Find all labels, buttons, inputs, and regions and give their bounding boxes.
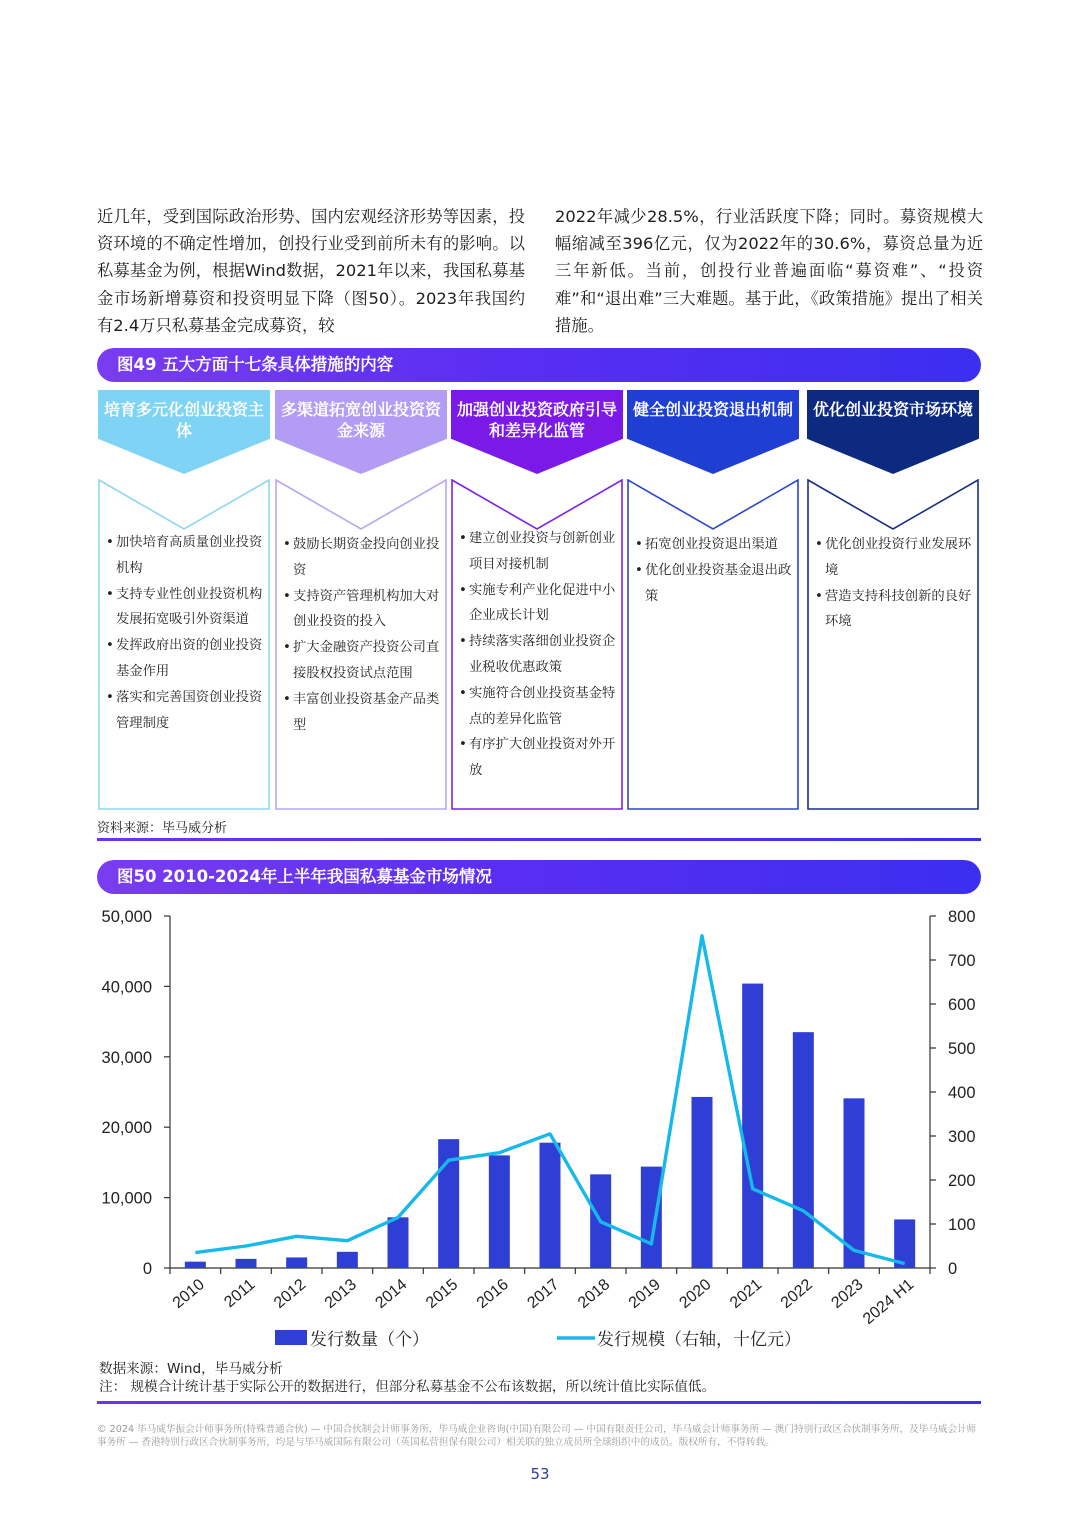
pillar-1 [98, 390, 270, 810]
divider [97, 838, 981, 841]
measure-item: • 持续落实落细创业投资企业税收优惠政策 [459, 629, 617, 681]
legend-bar-label: 发行数量（个） [310, 1330, 429, 1350]
left-tick-label: 10,000 [101, 1189, 152, 1208]
bar-2012 [286, 1257, 307, 1268]
right-tick-label: 700 [948, 952, 976, 970]
x-tick-label: 2016 [473, 1276, 512, 1312]
pillar-5 [807, 390, 979, 810]
private-fund-chart [0, 895, 1080, 1355]
measure-item: • 加快培育高质量创业投资机构 [106, 530, 264, 582]
right-tick-label: 200 [948, 1172, 976, 1190]
measure-item: • 鼓励长期资金投向创业投资 [283, 532, 441, 584]
intro-paragraph-left: 近几年，受到国际政治形势、国内宏观经济形势等因素，投资环境的不确定性增加，创投行业受到前所未有的影响。以私募基金为例，根据Wind数据，2021年以来，我国私募基金市场新增募资和投资明显下降（图50）。2023年我国约有2.4万只私募基金完成募资，较 [97, 207, 525, 335]
pillar-measures [459, 526, 617, 784]
right-tick-label: 800 [948, 908, 976, 926]
measure-item: • 支持专业性创业投资机构发展拓宽吸引外资渠道 [106, 582, 264, 634]
bar-2017 [540, 1143, 561, 1268]
figure50-title: 图50 2010-2024年上半年我国私募基金市场情况 [97, 860, 981, 894]
bar-2013 [337, 1252, 358, 1268]
measure-item: • 丰富创业投资基金产品类型 [283, 687, 441, 739]
page-number: 53 [530, 1465, 550, 1483]
pillar-measures [635, 532, 793, 609]
x-tick-label: 2011 [221, 1276, 259, 1312]
figure50-note: 注： 规模合计统计基于实际公开的数据进行，但部分私募基金不公布该数据，所以统计值比实际值低。 [99, 1379, 716, 1395]
figure50-source: 数据来源：Wind，毕马威分析 [99, 1361, 283, 1377]
x-tick-label: 2017 [524, 1276, 563, 1312]
left-tick-label: 30,000 [101, 1048, 152, 1067]
x-tick-label: 2022 [777, 1276, 816, 1312]
x-tick-label: 2013 [321, 1276, 360, 1312]
measure-item: • 优化创业投资行业发展环境 [815, 532, 973, 584]
measure-item: • 优化创业投资基金退出政策 [635, 558, 793, 610]
intro-paragraph-right: 2022年减少28.5%，行业活跃度下降；同时。募资规模大幅缩减至396亿元，仅为2022年的30.6%，募资总量为近三年新低。当前，创投行业普遍面临“募资难”、“投资难”和“退出难”三大难题。基于此，《政策措施》提出了相关措施。 [555, 207, 983, 335]
bar-2020 [692, 1097, 713, 1268]
pillar-title: 加强创业投资政府引导和差异化监管 [456, 400, 617, 440]
x-tick-label: 2015 [423, 1276, 462, 1312]
legend-line-label: 发行规模（右轴，十亿元） [597, 1330, 801, 1350]
pillar-box [807, 479, 979, 810]
pillar-box [627, 479, 799, 810]
left-tick-label: 0 [142, 1260, 152, 1278]
right-tick-label: 600 [948, 996, 976, 1014]
pillar-4 [627, 390, 799, 810]
copyright-footer: © 2024 毕马威华振会计师事务所(特殊普通合伙) — 中国合伙制会计师事务所，毕马威企业咨询(中国)有限公司 — 中国有限责任公司，毕马威会计师事务所 — 澳门特别行政区合伙制事务所，及毕马威会计师事务所 — 香港特别行政区合伙制事务所，均是与毕马威国际有限公司（英国私营担保有限公司）相关联的独立成员所全球组织中的成员。版权所有，不得转载。 [97, 1424, 977, 1448]
right-tick-label: 400 [948, 1084, 976, 1102]
measure-item: • 建立创业投资与创新创业项目对接机制 [459, 526, 617, 578]
x-tick-label: 2014 [372, 1276, 411, 1312]
right-tick-label: 0 [948, 1260, 958, 1278]
pillar-title: 健全创业投资退出机制 [632, 400, 793, 419]
measure-item: • 发挥政府出资的创业投资基金作用 [106, 633, 264, 685]
right-tick-label: 100 [948, 1216, 976, 1234]
left-tick-label: 50,000 [101, 908, 152, 926]
pillar-3 [451, 390, 623, 810]
x-tick-label: 2010 [169, 1276, 208, 1312]
measure-item: • 拓宽创业投资退出渠道 [635, 532, 793, 558]
measure-item: • 营造支持科技创新的良好环境 [815, 584, 973, 636]
x-tick-label: 2021 [727, 1276, 766, 1312]
bar-2021 [742, 984, 763, 1268]
measure-item: • 支持资产管理机构加大对创业投资的投入 [283, 584, 441, 636]
bar-2016 [489, 1155, 510, 1268]
bar-2010 [185, 1262, 206, 1268]
measure-item: • 落实和完善国资创业投资管理制度 [106, 685, 264, 737]
pillar-2 [275, 390, 447, 810]
pillar-title: 优化创业投资市场环境 [812, 400, 973, 419]
measure-item: • 扩大金融资产投资公司直接股权投资试点范围 [283, 635, 441, 687]
x-tick-label: 2012 [271, 1276, 310, 1312]
pillar-title: 多渠道拓宽创业投资资金来源 [280, 400, 441, 440]
divider [97, 1401, 981, 1404]
right-tick-label: 300 [948, 1128, 976, 1146]
x-tick-label: 2024 H1 [859, 1276, 918, 1328]
left-tick-label: 40,000 [101, 978, 152, 997]
legend-bar-swatch [275, 1330, 307, 1345]
x-tick-label: 2019 [625, 1276, 664, 1312]
x-tick-label: 2023 [828, 1276, 867, 1312]
figure50-notes [99, 1360, 715, 1396]
bar-2014 [388, 1217, 409, 1268]
intro-text [97, 203, 983, 339]
left-tick-label: 20,000 [101, 1119, 152, 1138]
measure-item: • 有序扩大创业投资对外开放 [459, 732, 617, 784]
x-tick-label: 2018 [575, 1276, 614, 1312]
bar-2022 [793, 1032, 814, 1268]
bar-2019 [641, 1167, 662, 1268]
pillar-measures [283, 532, 441, 738]
right-tick-label: 500 [948, 1040, 976, 1058]
pillar-measures [815, 532, 973, 635]
bar-2011 [236, 1259, 257, 1268]
figure49-title: 图49 五大方面十七条具体措施的内容 [97, 348, 981, 382]
figure49-source: 资料来源：毕马威分析 [97, 821, 228, 836]
pillar-title: 培育多元化创业投资主体 [103, 400, 264, 440]
pillar-measures [106, 530, 264, 736]
measure-item: • 实施专利产业化促进中小企业成长计划 [459, 578, 617, 630]
x-tick-label: 2020 [676, 1276, 715, 1312]
measure-item: • 实施符合创业投资基金特点的差异化监管 [459, 681, 617, 733]
pillars-diagram [98, 390, 982, 810]
